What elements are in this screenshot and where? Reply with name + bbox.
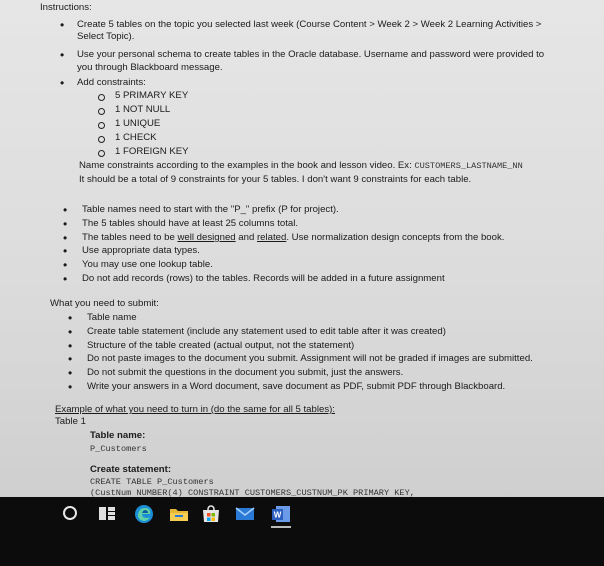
naming-note	[79, 160, 523, 172]
bullet-dot: •	[68, 352, 73, 366]
create-label: Create statement:	[90, 464, 172, 475]
submit-item: Write your answers in a Word document, save document as PDF, submit PDF through Blackboard.	[87, 381, 506, 392]
table-name-value: P_Customers	[90, 444, 147, 454]
search-circle-icon[interactable]	[63, 506, 77, 520]
submit-item: Structure of the table created (actual output, not the statement)	[87, 340, 355, 351]
submit-item: Table name	[87, 312, 137, 323]
bullet-dot: •	[63, 272, 68, 286]
bullet-dot: •	[68, 325, 73, 339]
taskbar	[0, 497, 604, 566]
sub-bullet-circle	[98, 108, 105, 115]
bullet-3-line1: Add constraints:	[77, 77, 146, 88]
bullet-dot: •	[68, 311, 73, 325]
mail-icon[interactable]	[234, 503, 256, 525]
constraint-item: 1 FOREIGN KEY	[115, 146, 189, 157]
total-note: It should be a total of 9 constraints for your 5 tables. I don't want 9 constraints for each table.	[79, 174, 472, 185]
bullet-dot: •	[60, 18, 65, 32]
submit-item: Do not submit the questions in the document you submit, just the answers.	[87, 367, 404, 378]
task-view-icon[interactable]	[97, 503, 119, 525]
example-heading: Example of what you need to turn in (do the same for all 5 tables):	[55, 404, 335, 415]
bullet-dot: •	[68, 380, 73, 394]
file-explorer-icon[interactable]	[168, 503, 190, 525]
rule-text: The tables need to be	[82, 232, 178, 243]
bullet-dot: •	[60, 48, 65, 62]
bullet-dot: •	[63, 217, 68, 231]
sub-bullet-circle	[98, 150, 105, 157]
bullet-2-line1: Use your personal schema to create tables in the Oracle database. Username and password were provided to	[77, 49, 545, 60]
naming-note-example: CUSTOMERS_LASTNAME_NN	[414, 161, 523, 171]
table-label: Table 1	[55, 416, 86, 427]
bullet-1-line2: Select Topic).	[77, 31, 135, 42]
create-line-1: CREATE TABLE P_Customers	[90, 477, 214, 487]
constraint-item: 5 PRIMARY KEY	[115, 90, 189, 101]
bullet-dot: •	[63, 258, 68, 272]
rule-item: You may use one lookup table.	[82, 259, 213, 270]
sub-bullet-circle	[98, 94, 105, 101]
sub-bullet-circle	[98, 122, 105, 129]
word-icon[interactable]	[270, 503, 292, 525]
constraint-item: 1 UNIQUE	[115, 118, 161, 129]
bullet-2-line2: you through Blackboard message.	[77, 62, 223, 73]
word-running-indicator	[271, 526, 291, 528]
rule-underlined: well designed	[177, 232, 236, 243]
svg-text:W: W	[273, 510, 282, 520]
rule-item: Do not add records (rows) to the tables. Records will be added in a future assignment	[82, 273, 445, 284]
constraint-item: 1 NOT NULL	[115, 104, 171, 115]
bullet-dot: •	[63, 231, 68, 245]
bullet-1-line1: Create 5 tables on the topic you selected last week (Course Content > Week 2 > Week 2 Learning Activities >	[77, 19, 542, 30]
bullet-dot: •	[68, 366, 73, 380]
rule-item: Table names need to start with the "P_" prefix (P for project).	[82, 204, 339, 215]
rule-underlined: related	[256, 232, 287, 243]
rule-item	[82, 232, 504, 244]
rule-item: Use appropriate data types.	[82, 245, 200, 256]
rule-text: and	[235, 232, 257, 243]
submit-item: Do not paste images to the document you submit. Assignment will not be graded if images are submitted.	[87, 353, 533, 364]
sub-bullet-circle	[98, 136, 105, 143]
create-line-2: (CustNum NUMBER(4) CONSTRAINT CUSTOMERS_CUSTNUM_PK PRIMARY KEY,	[90, 488, 415, 497]
edge-browser-icon[interactable]	[133, 503, 155, 525]
rule-item: The 5 tables should have at least 25 columns total.	[82, 218, 298, 229]
bullet-dot: •	[68, 339, 73, 353]
bullet-dot: •	[63, 203, 68, 217]
naming-note-prefix: Name constraints according to the examples in the book and lesson video. Ex:	[79, 160, 415, 171]
table-name-label: Table name:	[90, 430, 146, 441]
bullet-dot: •	[63, 244, 68, 258]
submit-item: Create table statement (include any statement used to edit table after it was created)	[87, 326, 446, 337]
submit-heading: What you need to submit:	[50, 298, 159, 309]
bullet-dot: •	[60, 76, 65, 90]
instructions-heading: Instructions:	[40, 2, 92, 13]
rule-text: . Use normalization design concepts from the book.	[286, 232, 505, 243]
store-icon[interactable]	[200, 503, 222, 525]
constraint-item: 1 CHECK	[115, 132, 157, 143]
